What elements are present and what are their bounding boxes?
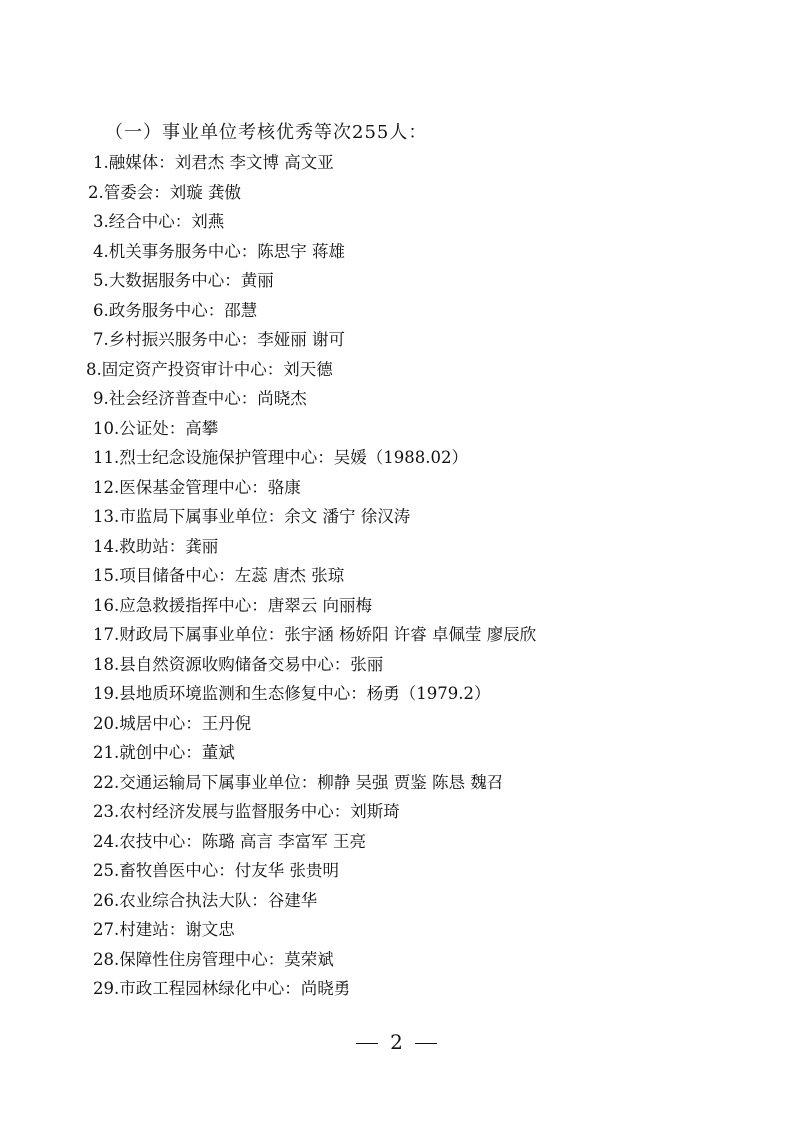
list-item: 13.市监局下属事业单位：余文 潘宁 徐汉涛 — [93, 507, 411, 526]
list-item: 15.项目储备中心：左蕊 唐杰 张琼 — [93, 566, 345, 585]
page-footer — [0, 1030, 793, 1054]
list-item: 16.应急救援指挥中心：唐翠云 向丽梅 — [93, 595, 372, 615]
section-heading: （一）事业单位考核优秀等次255人： — [105, 122, 428, 143]
list-item: 7.乡村振兴服务中心：李娅丽 谢可 — [93, 330, 345, 349]
list-item: 6.政务服务中心：邵慧 — [93, 300, 258, 320]
list-item: 29.市政工程园林绿化中心：尚晓勇 — [93, 979, 351, 998]
list-item: 27.村建站：谢文忠 — [93, 920, 235, 939]
list-item: 1.融媒体：刘君杰 李文博 高文亚 — [93, 153, 334, 172]
list-item: 8.固定资产投资审计中心：刘天德 — [86, 359, 333, 379]
footer-dash-right — [415, 1043, 437, 1044]
list-item: 24.农技中心：陈璐 高言 李富军 王亮 — [93, 831, 366, 851]
list-item: 26.农业综合执法大队：谷建华 — [93, 890, 318, 910]
list-item: 23.农村经济发展与监督服务中心：刘斯琦 — [93, 802, 400, 821]
list-item: 2.管委会：刘璇 龚傲 — [88, 182, 241, 202]
list-item: 4.机关事务服务中心：陈思宇 蒋雄 — [93, 241, 345, 261]
list-item: 25.畜牧兽医中心：付友华 张贵明 — [93, 861, 339, 880]
list-item: 10.公证处：高攀 — [93, 418, 219, 438]
list-item: 12.医保基金管理中心：骆康 — [93, 477, 301, 497]
award-list — [0, 148, 793, 1004]
list-item: 28.保障性住房管理中心：莫荣斌 — [93, 949, 334, 969]
list-item: 11.烈士纪念设施保护管理中心：吴媛（1988.02） — [93, 448, 468, 467]
footer-dash-left — [356, 1043, 378, 1044]
list-item: 9.社会经济普查中心：尚晓杰 — [93, 389, 307, 408]
list-item: 17.财政局下属事业单位：张宇涵 杨娇阳 许睿 卓佩莹 廖辰欣 — [93, 625, 537, 644]
list-item: 5.大数据服务中心：黄丽 — [93, 271, 274, 290]
list-item: 22.交通运输局下属事业单位：柳静 吴强 贾鉴 陈恳 魏召 — [93, 772, 504, 792]
list-item: 21.就创中心：董斌 — [93, 743, 235, 762]
list-item: 19.县地质环境监测和生态修复中心：杨勇（1979.2） — [93, 684, 491, 703]
list-item: 18.县自然资源收购储备交易中心：张丽 — [93, 654, 384, 674]
list-item: 3.经合中心：刘燕 — [93, 212, 225, 231]
list-item: 20.城居中心：王丹倪 — [93, 713, 252, 733]
list-item: 14.救助站：龚丽 — [93, 536, 219, 556]
page-number: 2 — [390, 1030, 403, 1054]
